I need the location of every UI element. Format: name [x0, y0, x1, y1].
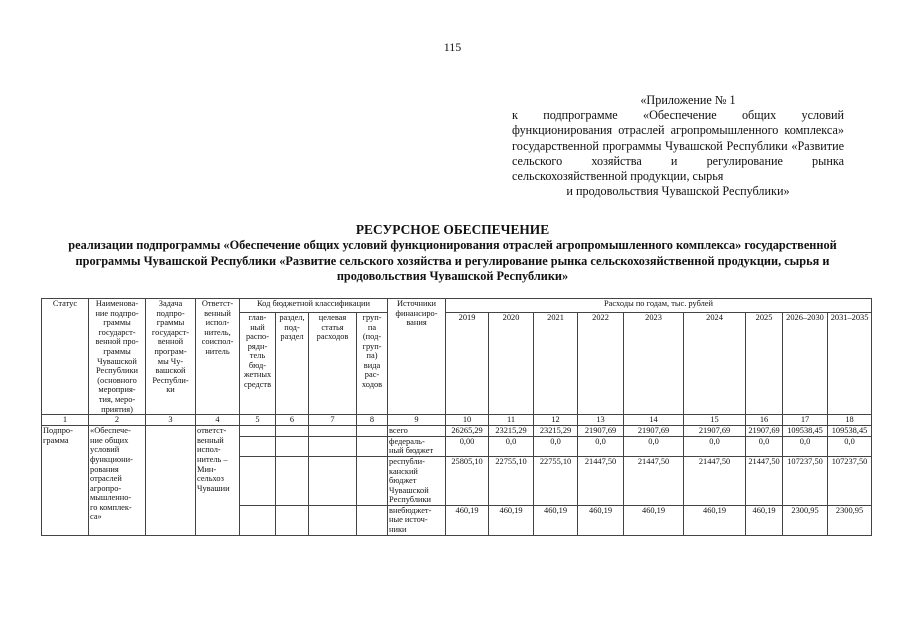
column-number: 15 [684, 415, 746, 426]
row-value: 0,0 [746, 436, 783, 456]
row-source: республи- канский бюджет Чувашской Республики [388, 456, 446, 505]
header-year: 2022 [578, 312, 624, 414]
row-value: 21447,50 [746, 456, 783, 505]
row-value: 0,0 [534, 436, 578, 456]
header-year: 2026–2030 [783, 312, 828, 414]
row-value: 109538,45 [828, 426, 872, 437]
row-code-rz [276, 426, 309, 437]
header-year: 2021 [534, 312, 578, 414]
document-title [0, 221, 905, 285]
row-value: 0,0 [489, 436, 534, 456]
row-status: Подпро- грамма [42, 426, 89, 536]
row-value: 21447,50 [684, 456, 746, 505]
column-number: 2 [89, 415, 146, 426]
table-row [42, 426, 872, 437]
row-value: 0,0 [578, 436, 624, 456]
row-value: 2300,95 [783, 505, 828, 535]
row-value: 460,19 [624, 505, 684, 535]
column-number: 6 [276, 415, 309, 426]
row-value: 2300,95 [828, 505, 872, 535]
row-value: 107237,50 [783, 456, 828, 505]
header-rz: раздел, под- раздел [276, 312, 309, 414]
row-code-gr [240, 456, 276, 505]
row-source: внебюджет- ные источ- ники [388, 505, 446, 535]
header-status: Статус [42, 299, 89, 415]
appendix-heading: «Приложение № 1 [640, 93, 736, 107]
row-value: 0,00 [446, 436, 489, 456]
column-number: 17 [783, 415, 828, 426]
header-source: Источники финансиро- вания [388, 299, 446, 415]
column-number: 3 [146, 415, 196, 426]
row-code-cs [309, 436, 357, 456]
row-value: 21907,69 [624, 426, 684, 437]
row-value: 22755,10 [534, 456, 578, 505]
column-number-row [42, 415, 872, 426]
header-cs: целевая статья расходов [309, 312, 357, 414]
row-value: 460,19 [534, 505, 578, 535]
row-value: 0,0 [684, 436, 746, 456]
row-source: всего [388, 426, 446, 437]
appendix-last-line: и продовольствия Чувашской Республики» [566, 184, 790, 199]
row-value: 460,19 [684, 505, 746, 535]
row-value: 22755,10 [489, 456, 534, 505]
header-year: 2031–2035 [828, 312, 872, 414]
title-main: РЕСУРСНОЕ ОБЕСПЕЧЕНИЕ [355, 222, 550, 237]
header-gr: глав- ный распо- рядн- тель бюд- жетных средств [240, 312, 276, 414]
column-number: 11 [489, 415, 534, 426]
row-code-vr [357, 436, 388, 456]
row-value: 21907,69 [578, 426, 624, 437]
row-value: 460,19 [746, 505, 783, 535]
header-name: Наименова- ние подпро- граммы государст- венной про- граммы Чувашской Республики (основного мероприя- тия, меро- приятия) [89, 299, 146, 415]
header-year: 2023 [624, 312, 684, 414]
appendix-note [512, 93, 844, 199]
header-expenses: Расходы по годам, тыс. рублей [446, 299, 872, 313]
header-year: 2024 [684, 312, 746, 414]
header-budget-code: Код бюджетной классификации [240, 299, 388, 313]
row-value: 21907,69 [746, 426, 783, 437]
row-value: 0,0 [828, 436, 872, 456]
row-source: федераль- ный бюджет [388, 436, 446, 456]
row-value: 21447,50 [578, 456, 624, 505]
row-value: 26265,29 [446, 426, 489, 437]
column-number: 16 [746, 415, 783, 426]
column-number: 12 [534, 415, 578, 426]
column-number: 9 [388, 415, 446, 426]
row-value: 109538,45 [783, 426, 828, 437]
row-value: 21907,69 [684, 426, 746, 437]
row-value: 23215,29 [489, 426, 534, 437]
header-task: Задача подпро- граммы государст- венной програм- мы Чу- вашской Республи- ки [146, 299, 196, 415]
column-number: 5 [240, 415, 276, 426]
row-responsible: ответст- венный испол- нитель – Мин- сельхоз Чувашии [196, 426, 240, 536]
column-number: 18 [828, 415, 872, 426]
row-value: 0,0 [783, 436, 828, 456]
row-code-gr [240, 436, 276, 456]
column-number: 13 [578, 415, 624, 426]
row-value: 25805,10 [446, 456, 489, 505]
row-name: «Обеспече- ние общих условий функциони- рования отраслей агропро- мышленно- го комплек- са» [89, 426, 146, 536]
column-number: 4 [196, 415, 240, 426]
row-value: 460,19 [446, 505, 489, 535]
column-number: 14 [624, 415, 684, 426]
row-code-vr [357, 505, 388, 535]
header-year: 2019 [446, 312, 489, 414]
row-task [146, 426, 196, 536]
row-code-cs [309, 426, 357, 437]
column-number: 1 [42, 415, 89, 426]
column-number: 8 [357, 415, 388, 426]
row-code-rz [276, 436, 309, 456]
header-year: 2020 [489, 312, 534, 414]
row-value: 460,19 [489, 505, 534, 535]
row-code-cs [309, 505, 357, 535]
row-value: 21447,50 [624, 456, 684, 505]
header-vr: груп- па (под- груп- па) вида рас- ходов [357, 312, 388, 414]
column-number: 10 [446, 415, 489, 426]
page-number: 115 [443, 40, 462, 54]
title-subtitle: реализации подпрограммы «Обеспечение общих условий функционирования отраслей агропромышленного комплекса» государственной программы Чувашской Республики «Развитие сельского хозяйства и регулирование рынка сельскохозяйственной продукции, сырья и продовольствия Чувашской Республики» [68, 238, 837, 284]
row-value: 107237,50 [828, 456, 872, 505]
row-code-gr [240, 505, 276, 535]
table-header-row [42, 299, 872, 313]
row-code-rz [276, 505, 309, 535]
row-value: 0,0 [624, 436, 684, 456]
header-year: 2025 [746, 312, 783, 414]
row-value: 460,19 [578, 505, 624, 535]
column-number: 7 [309, 415, 357, 426]
resource-table [41, 298, 872, 536]
row-code-vr [357, 456, 388, 505]
appendix-body: к подпрограмме «Обеспечение общих условий функционирования отраслей агропромышленного комплекса» государственной программы Чувашской Республики «Развитие сельского хозяйства и регулирование рынка сельскохозяйственной продукции, сырья [512, 108, 844, 184]
row-code-vr [357, 426, 388, 437]
row-value: 23215,29 [534, 426, 578, 437]
row-code-cs [309, 456, 357, 505]
row-code-rz [276, 456, 309, 505]
row-code-gr [240, 426, 276, 437]
header-responsible: Ответст- венный испол- нитель, соиспол- нитель [196, 299, 240, 415]
